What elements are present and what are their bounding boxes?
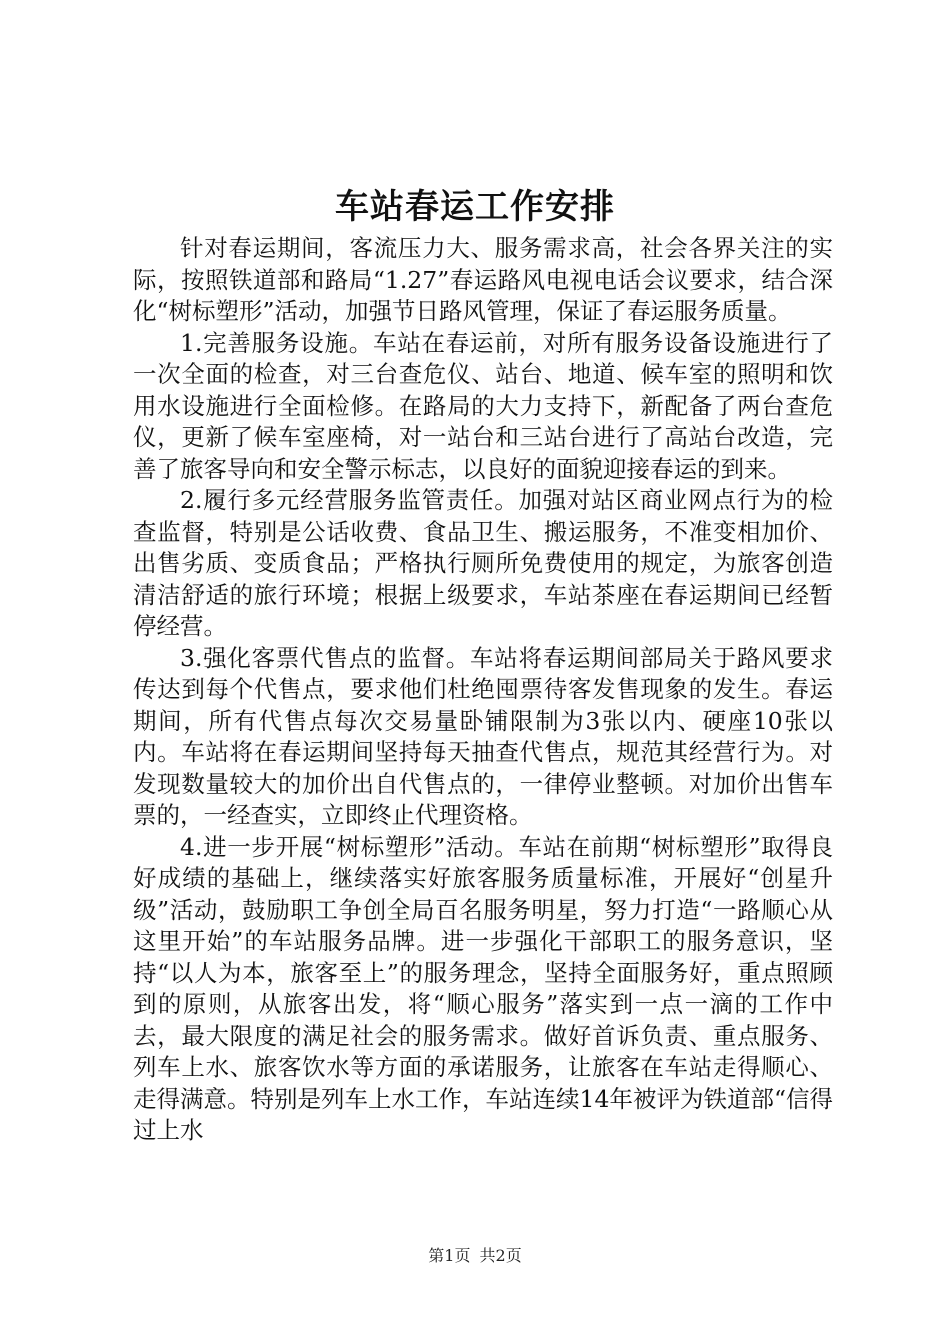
page-number-current: 第1页 xyxy=(428,1246,471,1265)
document-title: 车站春运工作安排 xyxy=(335,187,615,227)
paragraph-intro: 针对春运期间，客流压力大、服务需求高，社会各界关注的实际，按照铁道部和路局“1.27”春运路风电视电话会议要求，结合深化“树标塑形”活动，加强节日路风管理，保证了春运服务质量。 xyxy=(133,234,833,325)
paragraph-item-4: 4.进一步开展“树标塑形”活动。车站在前期“树标塑形”取得良好成绩的基础上，继续落实好旅客服务质量标准，开展好“创星升级”活动，鼓励职工争创全局百名服务明星，努力打造“一路顺心从这里开始”的车站服务品牌。进一步强化干部职工的服务意识，坚持“以人为本，旅客至上”的服务理念，坚持全面服务好，重点照顾到的原则，从旅客出发，将“顺心服务”落实到一点一滴的工作中去，最大限度的满足社会的服务需求。做好首诉负责、重点服务、列车上水、旅客饮水等方面的承诺服务，让旅客在车站走得顺心、走得满意。特别是列车上水工作，车站连续14年被评为铁道部“信得过上水 xyxy=(133,832,833,1144)
paragraph-item-1: 1.完善服务设施。车站在春运前，对所有服务设备设施进行了一次全面的检查，对三台查危仪、站台、地道、候车室的照明和饮用水设施进行全面检修。在路局的大力支持下，新配备了两台查危仪，更新了候车室座椅，对一站台和三站台进行了高站台改造，完善了旅客导向和安全警示标志，以良好的面貌迎接春运的到来。 xyxy=(133,328,833,483)
document-body xyxy=(133,233,833,1147)
paragraph-item-3: 3.强化客票代售点的监督。车站将春运期间部局关于路风要求传达到每个代售点，要求他们杜绝囤票待客发售现象的发生。春运期间，所有代售点每次交易量卧铺限制为3张以内、硬座10张以内。车站将在春运期间坚持每天抽查代售点，规范其经营行为。对发现数量较大的加价出自代售点的，一律停业整顿。对加价出售车票的，一经查实，立即终止代理资格。 xyxy=(133,643,833,829)
page-footer xyxy=(0,1244,950,1268)
page-number-total: 共2页 xyxy=(479,1246,522,1265)
paragraph-item-2: 2.履行多元经营服务监管责任。加强对站区商业网点行为的检查监督，特别是公话收费、食品卫生、搬运服务，不准变相加价、出售劣质、变质食品；严格执行厕所免费使用的规定，为旅客创造清洁舒适的旅行环境；根据上级要求，车站茶座在春运期间已经暂停经营。 xyxy=(133,486,833,640)
